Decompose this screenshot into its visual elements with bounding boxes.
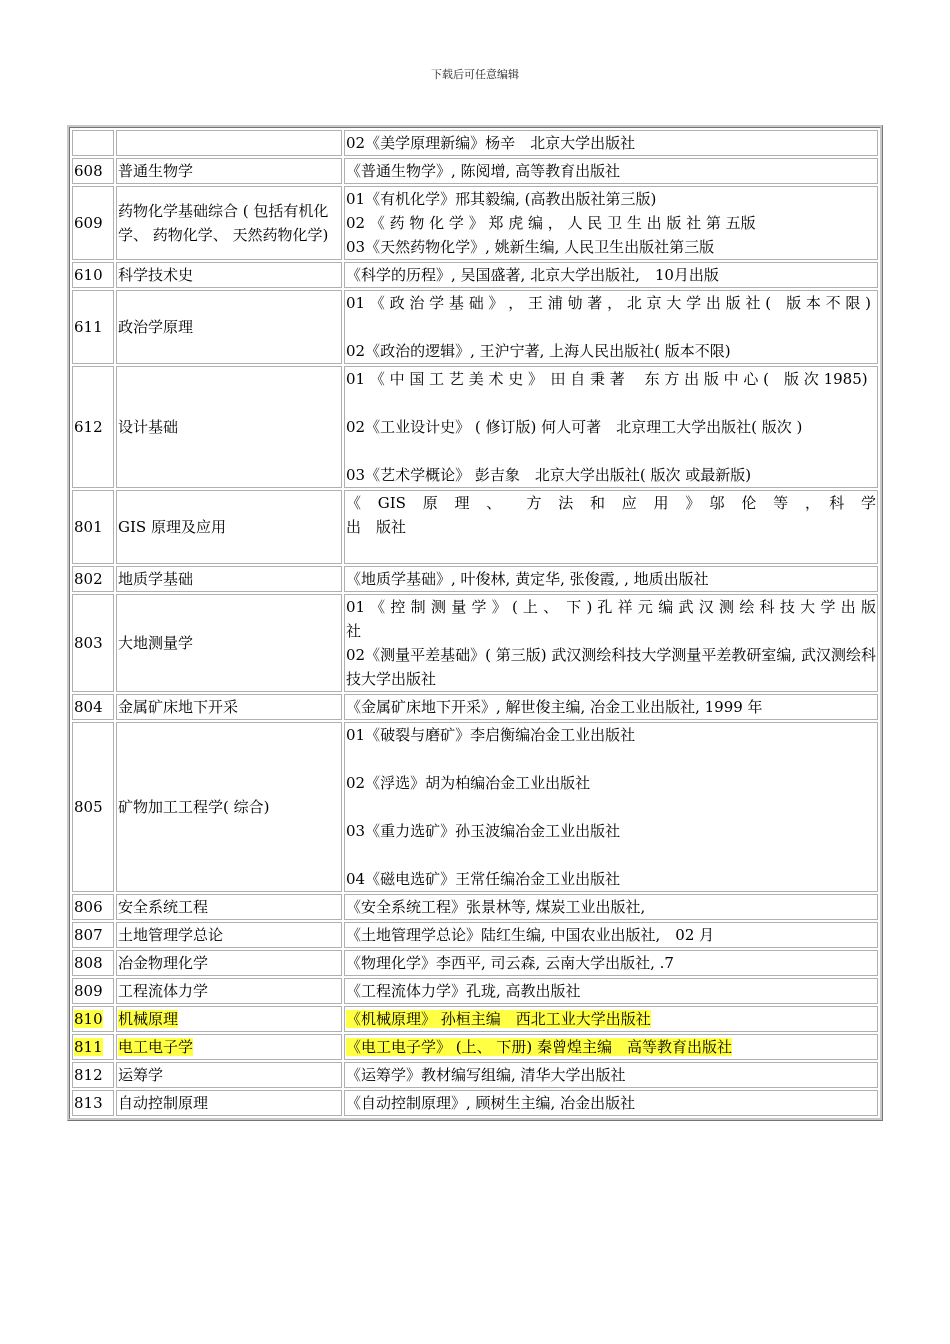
subject-code-text: 804 xyxy=(74,698,103,716)
book-entry: 02《浮选》胡为柏编冶金工业出版社 xyxy=(346,774,591,792)
reference-books xyxy=(344,978,878,1004)
reference-books xyxy=(344,1034,878,1060)
subject-code xyxy=(72,158,114,184)
book-entry: 02《测量平差基础》( 第三版) 武汉测绘科技大学测量平差教研室编, 武汉测绘科技大学出版社 xyxy=(346,646,876,688)
book-entry: 《安全系统工程》张景林等, 煤炭工业出版社, xyxy=(346,898,646,916)
table-body xyxy=(72,130,892,1116)
table-row xyxy=(72,894,878,920)
table-row xyxy=(72,290,878,364)
book-entry: 01 《 中 国 工 艺 美 术 史 》 田 自 秉 著 东 方 出 版 中 心 ( 版 次 1985) xyxy=(346,370,868,388)
subject-name-text: 矿物加工工程学( 综合) xyxy=(118,798,270,816)
reference-books xyxy=(344,366,878,488)
subject-name xyxy=(116,290,342,364)
subject-name-text: GIS 原理及应用 xyxy=(118,518,226,536)
reference-books xyxy=(344,950,878,976)
line-gap xyxy=(346,391,876,415)
subject-name xyxy=(116,566,342,592)
subject-name-text: 地质学基础 xyxy=(118,570,194,588)
subject-code-text: 809 xyxy=(74,982,103,1000)
subject-name-text: 政治学原理 xyxy=(118,318,194,336)
subject-name-text: 药物化学基础综合 ( 包括有机化学、 药物化学、 天然药物化学) xyxy=(118,202,329,244)
exam-book-table xyxy=(67,125,892,1121)
table-row xyxy=(72,1006,878,1032)
book-entry: 01《破裂与磨矿》李启衡编冶金工业出版社 xyxy=(346,726,636,744)
subject-code-text: 812 xyxy=(74,1066,103,1084)
book-entry: 02《美学原理新编》杨辛 北京大学出版社 xyxy=(346,134,636,152)
book-entry: 《工程流体力学》孔珑, 高教出版社 xyxy=(346,982,581,1000)
subject-name-text: 电工电子学 xyxy=(118,1038,194,1056)
book-entry: 01《有机化学》邢其毅编, (高教出版社第三版) xyxy=(346,190,657,208)
book-entry: 02《政治的逻辑》, 王沪宁著, 上海人民出版社( 版本不限) xyxy=(346,342,731,360)
table-row xyxy=(72,130,878,156)
subject-name-text: 安全系统工程 xyxy=(118,898,209,916)
book-entry: 《物理化学》李西平, 司云森, 云南大学出版社, .7 xyxy=(346,954,674,972)
reference-books xyxy=(344,922,878,948)
table-row xyxy=(72,566,878,592)
subject-name xyxy=(116,894,342,920)
subject-name xyxy=(116,950,342,976)
subject-name xyxy=(116,490,342,564)
subject-name xyxy=(116,1062,342,1088)
subject-name xyxy=(116,978,342,1004)
table-row xyxy=(72,158,878,184)
reference-books xyxy=(344,290,878,364)
subject-code xyxy=(72,722,114,892)
book-entry: 03《重力选矿》孙玉波编冶金工业出版社 xyxy=(346,822,621,840)
subject-code-text: 802 xyxy=(74,570,103,588)
table-row xyxy=(72,594,878,692)
book-entry: 03《艺术学概论》 彭吉象 北京大学出版社( 版次 或最新版) xyxy=(346,466,752,484)
book-entry: 《科学的历程》, 吴国盛著, 北京大学出版社, 10月出版 xyxy=(346,266,719,284)
subject-code xyxy=(72,694,114,720)
table-row xyxy=(72,186,878,260)
book-entry: 《运筹学》教材编写组编, 清华大学出版社 xyxy=(346,1066,626,1084)
book-entry: 01 《 政 治 学 基 础 》 ， 王 浦 劬 著 ， 北 京 大 学 出 版 社 ( 版 本 不 限 ) xyxy=(346,294,871,312)
subject-name-text: 自动控制原理 xyxy=(118,1094,209,1112)
table-row xyxy=(72,922,878,948)
reference-books xyxy=(344,722,878,892)
subject-code-text: 805 xyxy=(74,798,103,816)
subject-code-text: 803 xyxy=(74,634,103,652)
line-gap xyxy=(346,795,876,819)
subject-name xyxy=(116,1090,342,1116)
reference-books xyxy=(344,1006,878,1032)
subject-code xyxy=(72,130,114,156)
reference-books xyxy=(344,1090,878,1116)
reference-books xyxy=(344,262,878,288)
book-entry: 01 《 控 制 测 量 学 》 ( 上 、 下 ) 孔 祥 元 编 武 汉 测 绘 科 技 大 学 出 版社 xyxy=(346,598,876,640)
subject-code-text: 609 xyxy=(74,214,103,232)
subject-code-text: 608 xyxy=(74,162,103,180)
subject-name xyxy=(116,158,342,184)
table-row xyxy=(72,366,878,488)
table-row xyxy=(72,978,878,1004)
reference-books xyxy=(344,158,878,184)
subject-name-text: 运筹学 xyxy=(118,1066,164,1084)
subject-name-text: 冶金物理化学 xyxy=(118,954,209,972)
subject-code xyxy=(72,978,114,1004)
line-gap xyxy=(346,315,876,339)
reference-books xyxy=(344,694,878,720)
book-entry: 《金属矿床地下开采》, 解世俊主编, 冶金工业出版社, 1999 年 xyxy=(346,698,763,716)
subject-name-text: 工程流体力学 xyxy=(118,982,209,1000)
subject-code-text: 611 xyxy=(74,318,103,336)
subject-name xyxy=(116,262,342,288)
subject-name xyxy=(116,1006,342,1032)
line-gap xyxy=(346,439,876,463)
subject-code-text: 808 xyxy=(74,954,103,972)
table-row xyxy=(72,490,878,564)
subject-code-text: 807 xyxy=(74,926,103,944)
book-entry: 《土地管理学总论》陆红生编, 中国农业出版社, 02 月 xyxy=(346,926,715,944)
subject-name xyxy=(116,922,342,948)
subject-code xyxy=(72,490,114,564)
book-entry: 03《天然药物化学》, 姚新生编, 人民卫生出版社第三版 xyxy=(346,238,715,256)
subject-code-text: 810 xyxy=(74,1010,103,1028)
subject-code xyxy=(72,186,114,260)
subject-code xyxy=(72,594,114,692)
subject-code-text: 811 xyxy=(74,1038,103,1056)
subject-name xyxy=(116,366,342,488)
table-row xyxy=(72,694,878,720)
subject-code-text: 612 xyxy=(74,418,103,436)
table-row xyxy=(72,1062,878,1088)
subject-code-text: 806 xyxy=(74,898,103,916)
subject-name-text: 机械原理 xyxy=(118,1010,179,1028)
subject-name-text: 土地管理学总论 xyxy=(118,926,224,944)
subject-name xyxy=(116,722,342,892)
subject-name xyxy=(116,186,342,260)
table-row xyxy=(72,262,878,288)
subject-code xyxy=(72,1062,114,1088)
subject-code-text: 610 xyxy=(74,266,103,284)
subject-name xyxy=(116,130,342,156)
reference-books xyxy=(344,490,892,564)
subject-name-text: 大地测量学 xyxy=(118,634,194,652)
subject-code xyxy=(72,262,114,288)
subject-code xyxy=(72,950,114,976)
subject-name xyxy=(116,694,342,720)
subject-name-text: 科学技术史 xyxy=(118,266,194,284)
subject-code xyxy=(72,290,114,364)
subject-code xyxy=(72,366,114,488)
line-gap xyxy=(346,539,876,563)
subject-code xyxy=(72,1006,114,1032)
subject-code xyxy=(72,1090,114,1116)
book-entry: 02《工业设计史》 ( 修订版) 何人可著 北京理工大学出版社( 版次 ) xyxy=(346,418,803,436)
book-entry: 《地质学基础》, 叶俊林, 黄定华, 张俊霞, , 地质出版社 xyxy=(346,570,709,588)
table-row xyxy=(72,1090,878,1116)
reference-books xyxy=(344,130,878,156)
subject-code xyxy=(72,894,114,920)
table-row xyxy=(72,722,878,892)
subject-code xyxy=(72,922,114,948)
reference-books xyxy=(344,186,878,260)
reference-books xyxy=(344,594,878,692)
book-entry: 《 GIS 原 理 、 方 法 和 应 用 》 邬 伦 等 ， 科 学 出 版社 xyxy=(346,494,892,536)
subject-name-text: 普通生物学 xyxy=(118,162,194,180)
reference-books xyxy=(344,566,878,592)
reference-books xyxy=(344,894,878,920)
subject-name-text: 设计基础 xyxy=(118,418,179,436)
subject-code-text: 801 xyxy=(74,518,103,536)
table-row xyxy=(72,1034,878,1060)
line-gap xyxy=(346,747,876,771)
book-entry: 《机械原理》 孙桓主编 西北工业大学出版社 xyxy=(346,1010,651,1028)
book-entry: 《自动控制原理》, 顾树生主编, 冶金出版社 xyxy=(346,1094,636,1112)
line-gap xyxy=(346,843,876,867)
book-entry: 04《磁电选矿》王常任编冶金工业出版社 xyxy=(346,870,621,888)
subject-code xyxy=(72,1034,114,1060)
subject-name xyxy=(116,594,342,692)
subject-code xyxy=(72,566,114,592)
reference-books xyxy=(344,1062,878,1088)
table-row xyxy=(72,950,878,976)
subject-code-text: 813 xyxy=(74,1094,103,1112)
book-entry: 《普通生物学》, 陈阅增, 高等教育出版社 xyxy=(346,162,621,180)
book-entry: 《电工电子学》 (上、 下册) 秦曾煌主编 高等教育出版社 xyxy=(346,1038,733,1056)
book-entry: 02 《 药 物 化 学 》 郑 虎 编 ， 人 民 卫 生 出 版 社 第 五版 xyxy=(346,214,756,232)
subject-name-text: 金属矿床地下开采 xyxy=(118,698,239,716)
page-header: 下载后可任意编辑 xyxy=(431,68,519,81)
subject-name xyxy=(116,1034,342,1060)
